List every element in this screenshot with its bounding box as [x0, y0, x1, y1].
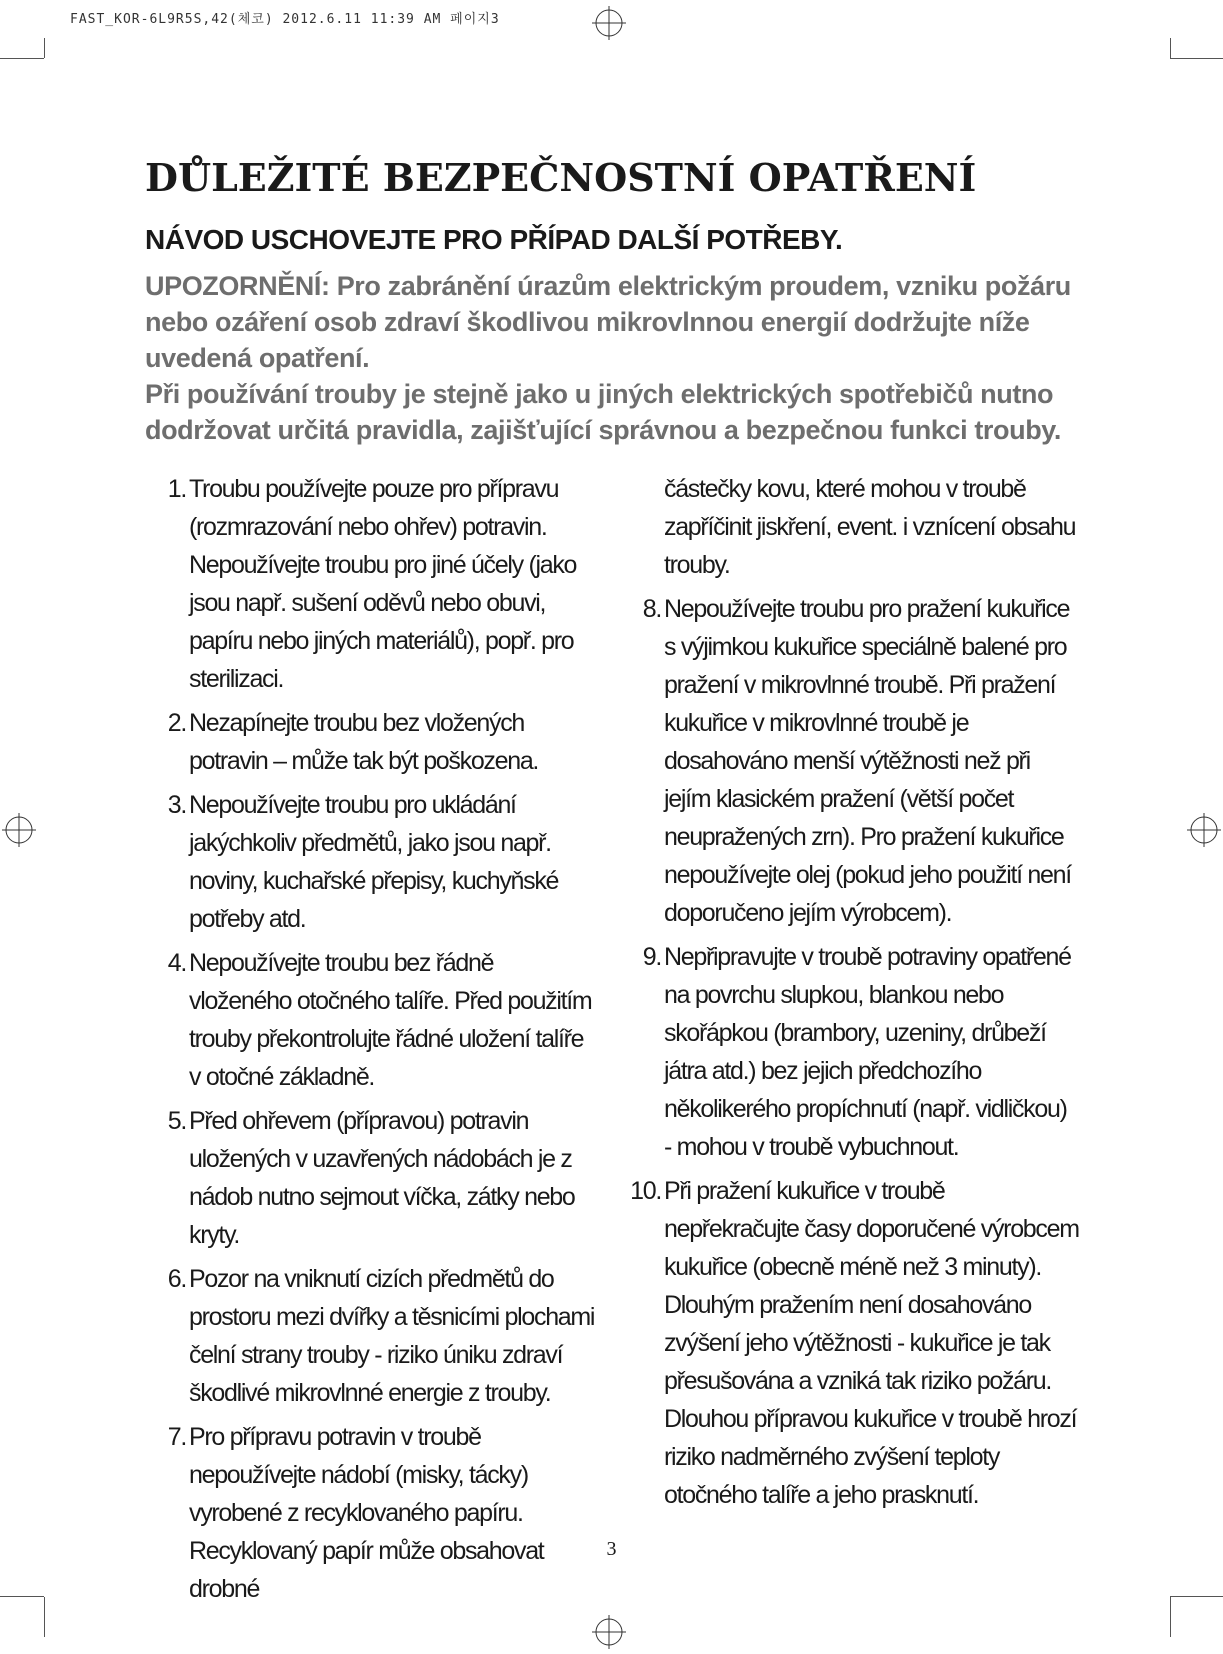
- item-text: Před ohřevem (přípravou) potravin uložených v uzavřených nádobách je z nádob nutno sejmout víčka, zátky nebo kryty.: [189, 1107, 575, 1249]
- item-text: Nepřipravujte v troubě potraviny opatřené na povrchu slupkou, blankou nebo skořápkou (brambory, uzeniny, drůbeží játra atd.) bez jejich předchozího několikerého propíchnutí (např. vidličkou) - mohou v troubě vybuchnout.: [664, 943, 1071, 1161]
- item-number: 2.: [167, 709, 186, 737]
- item-text: Pro přípravu potravin v troubě nepoužívejte nádobí (misky, tácky) vyrobené z recyklovaného papíru. Recyklovaný papír může obsahovat drobné: [189, 1423, 544, 1603]
- item-number: 10.: [630, 1177, 661, 1205]
- warning-paragraph: UPOZORNĚNÍ: Pro zabránění úrazům elektrickým proudem, vzniku požáru nebo ozáření osob zdraví škodlivou mikrovlnnou energií dodržujte níže uvedená opatření.: [145, 271, 1071, 373]
- list-item: [624, 1172, 1079, 1514]
- page-number: 3: [606, 1538, 617, 1560]
- crop-mark: [1170, 1597, 1171, 1637]
- list-item: [157, 1102, 600, 1254]
- continuation-text: částečky kovu, které mohou v troubě zapříčinit jiskření, event. i vznícení obsahu trouby.: [664, 475, 1076, 579]
- list-item: [157, 470, 600, 698]
- item-number: 7.: [167, 1423, 186, 1451]
- crop-mark: [1170, 38, 1171, 58]
- item-number: 9.: [642, 943, 661, 971]
- crop-mark: [1170, 58, 1223, 59]
- item-number: 8.: [642, 595, 661, 623]
- left-column: [157, 470, 600, 1614]
- page-subtitle: NÁVOD USCHOVEJTE PRO PŘÍPAD DALŠÍ POTŘEBY.: [145, 224, 843, 255]
- item-number: 6.: [167, 1265, 186, 1293]
- list-item: [157, 704, 600, 780]
- list-item: [624, 590, 1079, 932]
- item-text: Při pražení kukuřice v troubě nepřekračujte časy doporučené výrobcem kukuřice (obecně méně než 3 minuty). Dlouhým pražením není dosahováno zvýšení jeho výtěžnosti - kukuřice je tak přesušována a vzniká tak riziko požáru. Dlouhou přípravou kukuřice v troubě hrozí riziko nadměrného zvýšení teploty otočného talíře a jeho prasknutí.: [664, 1177, 1079, 1509]
- list-item: [624, 938, 1079, 1166]
- item-text: Pozor na vniknutí cizích předmětů do prostoru mezi dvířky a těsnicími plochami čelní strany trouby - riziko úniku zdraví škodlivé mikrovlnné energie z trouby.: [189, 1265, 595, 1407]
- safety-list-right: [624, 590, 1079, 1514]
- page-title: DŮLEŽITÉ BEZPEČNOSTNÍ OPATŘENÍ: [145, 155, 977, 200]
- item-text: Nepoužívejte troubu pro pražení kukuřice s výjimkou kukuřice speciálně balené pro pražení v mikrovlnné troubě. Při pražení kukuřice v mikrovlnné troubě je dosahováno menší výtěžnosti než při jejím klasickém pražení (větší počet neupražených zrn). Pro pražení kukuřice nepoužívejte olej (pokud jeho použití není doporučeno jejím výrobcem).: [664, 595, 1071, 927]
- general-paragraph: Při používání trouby je stejně jako u jiných elektrických spotřebičů nutno dodržovat určitá pravidla, zajišťující správnou a bezpečnou funkci trouby.: [145, 379, 1062, 445]
- crop-mark: [44, 1597, 45, 1637]
- registration-mark-icon: [1187, 813, 1221, 847]
- list-item: [157, 1418, 600, 1608]
- registration-mark-icon: [592, 6, 626, 40]
- item-text: Nezapínejte troubu bez vložených potravin – může tak být poškozena.: [189, 709, 539, 775]
- item-number: 5.: [167, 1107, 186, 1135]
- safety-list-left: [157, 470, 600, 1608]
- item-number: 4.: [167, 949, 186, 977]
- registration-mark-icon: [2, 813, 36, 847]
- print-slug: FAST_KOR-6L9R5S,42(체코) 2012.6.11 11:39 AM 페이지3: [70, 12, 500, 27]
- item-number: 3.: [167, 791, 186, 819]
- list-item: [157, 1260, 600, 1412]
- crop-mark: [44, 38, 45, 58]
- list-item: [157, 944, 600, 1096]
- item-text: Troubu používejte pouze pro přípravu (rozmrazování nebo ohřev) potravin. Nepoužívejte troubu pro jiné účely (jako jsou např. sušení oděvů nebo obuvi, papíru nebo jiných materiálů), popř. pro sterilizaci.: [189, 475, 577, 693]
- crop-mark: [0, 58, 44, 59]
- item-text: Nepoužívejte troubu bez řádně vloženého otočného talíře. Před použitím trouby překontrolujte řádné uložení talíře v otočné základně.: [189, 949, 592, 1091]
- registration-mark-icon: [592, 1615, 626, 1649]
- crop-mark: [1170, 1596, 1223, 1597]
- item-number: 1.: [167, 475, 186, 503]
- list-item: [157, 786, 600, 938]
- intro-block: [145, 268, 1085, 448]
- item-text: Nepoužívejte troubu pro ukládání jakýchkoliv předmětů, jako jsou např. noviny, kuchařské přepisy, kuchyňské potřeby atd.: [189, 791, 559, 933]
- crop-mark: [0, 1596, 44, 1597]
- right-column: [624, 470, 1079, 1520]
